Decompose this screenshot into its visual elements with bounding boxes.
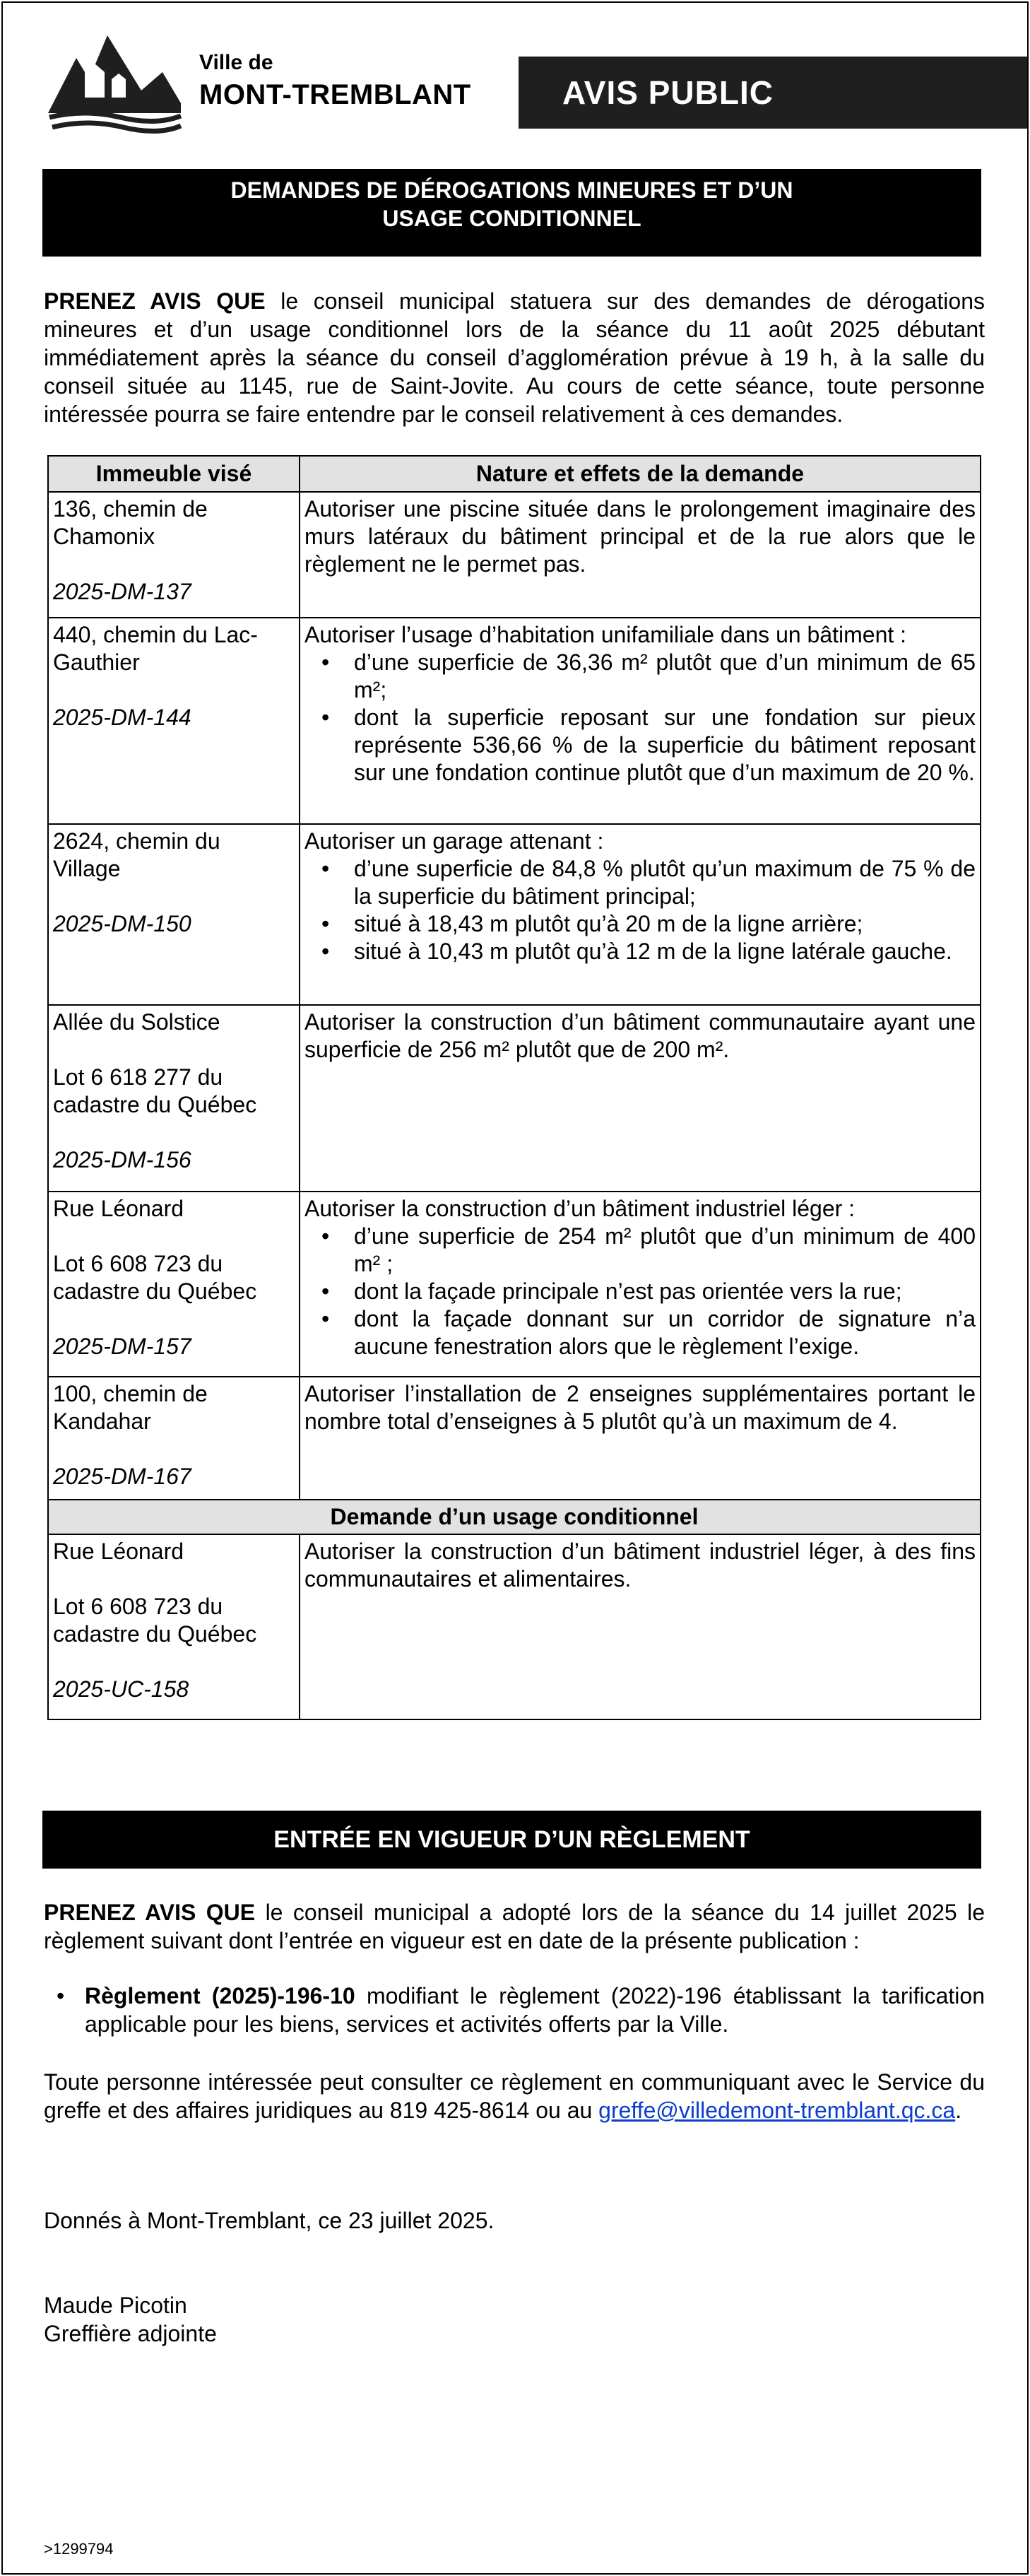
property-lot: cadastre du Québec bbox=[53, 1092, 257, 1117]
regulation-number: Règlement (2025)-196-10 bbox=[85, 1983, 355, 2009]
file-code: 2025-DM-156 bbox=[53, 1147, 191, 1172]
property-lot: Lot 6 608 723 du bbox=[53, 1594, 223, 1619]
regulation-intro bbox=[44, 1898, 985, 1955]
subhead-conditional-use: Demande d’un usage conditionnel bbox=[48, 1500, 981, 1534]
property-address: 440, chemin du Lac- bbox=[53, 622, 258, 647]
notice-intro-lead: PRENEZ AVIS QUE bbox=[44, 288, 266, 314]
section-title-reglement: ENTRÉE EN VIGUEUR D’UN RÈGLEMENT bbox=[42, 1811, 981, 1869]
file-code: 2025-DM-137 bbox=[53, 579, 191, 604]
request-lead: Autoriser un garage attenant : bbox=[304, 828, 604, 854]
public-notice-page bbox=[1, 1, 1029, 2575]
regulation-description: modifiant le règlement (2022)-196 établissant la tarification applicable pour les biens, services et activités offerts par la Ville. bbox=[85, 1983, 985, 2037]
file-code: 2025-DM-144 bbox=[53, 705, 191, 730]
bullet: • bbox=[57, 1983, 65, 2009]
file-code: 2025-DM-150 bbox=[53, 911, 191, 936]
signer-title: Greffière adjointe bbox=[44, 2321, 217, 2346]
avis-public-label: AVIS PUBLIC bbox=[562, 74, 774, 111]
consult-end: . bbox=[955, 2098, 962, 2123]
request-text: Autoriser la construction d’un bâtiment communautaire ayant une superficie de 256 m² plutôt que de 200 m². bbox=[304, 1009, 976, 1062]
reference-number: >1299794 bbox=[44, 2540, 114, 2558]
ville-de-label: Ville de bbox=[199, 51, 273, 74]
file-code: 2025-UC-158 bbox=[53, 1676, 189, 1702]
request-cell bbox=[300, 1192, 981, 1377]
property-lot: Lot 6 618 277 du bbox=[53, 1064, 223, 1090]
table-header-row bbox=[48, 456, 981, 492]
property-lot: cadastre du Québec bbox=[53, 1278, 257, 1304]
property-address: Chamonix bbox=[53, 524, 155, 549]
property-address: Village bbox=[53, 856, 121, 881]
subhead-row bbox=[48, 1500, 981, 1534]
property-lot: cadastre du Québec bbox=[53, 1621, 257, 1647]
list-item: • dont la façade principale n’est pas orientée vers la rue; bbox=[354, 1278, 976, 1305]
request-text: Autoriser l’installation de 2 enseignes supplémentaires portant le nombre total d’enseignes à 5 plutôt qu’à un maximum de 4. bbox=[304, 1381, 976, 1434]
list-item: • dont la façade donnant sur un corridor de signature n’a aucune fenestration alors que le règlement l’exige. bbox=[354, 1305, 976, 1360]
property-lot: Lot 6 608 723 du bbox=[53, 1251, 223, 1276]
table-row bbox=[48, 618, 981, 824]
regulation-text bbox=[85, 1982, 985, 2038]
col-header-nature: Nature et effets de la demande bbox=[300, 456, 981, 492]
regulation-intro-lead: PRENEZ AVIS QUE bbox=[44, 1900, 256, 1925]
regulation-intro-text: le conseil municipal a adopté lors de la séance du 14 juillet 2025 le règlement suivant dont l’entrée en vigueur est en date de la présente publication : bbox=[44, 1900, 985, 1953]
property-address: Allée du Solstice bbox=[53, 1009, 220, 1035]
request-cell bbox=[300, 492, 981, 618]
list-item: • d’une superficie de 36,36 m² plutôt que d’un minimum de 65 m²; bbox=[354, 649, 976, 704]
notice-intro-text: le conseil municipal statuera sur des demandes de dérogations mineures et d’un usage conditionnel lors de la séance du 11 août 2025 débutant immédiatement après la séance du conseil d’agglomération prévue à 19 h, à la salle du conseil située au 1145, rue de Saint-Jovite. Au cours de cette séance, toute personne intéressée pourra se faire entendre par le conseil relativement à ces demandes. bbox=[44, 288, 985, 427]
request-lead: Autoriser l’usage d’habitation unifamiliale dans un bâtiment : bbox=[304, 622, 907, 647]
property-cell bbox=[48, 824, 300, 1005]
file-code: 2025-DM-167 bbox=[53, 1464, 191, 1489]
request-cell bbox=[300, 1005, 981, 1192]
list-item: • d’une superficie de 84,8 % plutôt qu’un maximum de 75 % de la superficie du bâtiment principal; bbox=[354, 855, 976, 910]
list-item: • d’une superficie de 254 m² plutôt que d’un minimum de 400 m² ; bbox=[354, 1223, 976, 1278]
request-cell bbox=[300, 618, 981, 824]
list-item: • situé à 10,43 m plutôt qu’à 12 m de la ligne latérale gauche. bbox=[354, 938, 976, 965]
property-address: Rue Léonard bbox=[53, 1196, 184, 1221]
mont-tremblant-logo bbox=[42, 30, 184, 136]
section-title-line2: USAGE CONDITIONNEL bbox=[382, 206, 641, 231]
property-address: Rue Léonard bbox=[53, 1539, 184, 1564]
notice-intro bbox=[44, 287, 985, 428]
section-title-derogations bbox=[42, 169, 981, 257]
property-address: 2624, chemin du bbox=[53, 828, 220, 854]
request-cell bbox=[300, 824, 981, 1005]
property-address: Kandahar bbox=[53, 1408, 151, 1434]
requests-table bbox=[47, 455, 981, 1720]
email-link[interactable]: greffe@villedemont-tremblant.qc.ca bbox=[598, 2098, 956, 2123]
table-row bbox=[48, 1377, 981, 1500]
table-row bbox=[48, 1005, 981, 1192]
table-row bbox=[48, 1534, 981, 1719]
file-code: 2025-DM-157 bbox=[53, 1334, 191, 1359]
list-item: • situé à 18,43 m plutôt qu’à 20 m de la ligne arrière; bbox=[354, 910, 976, 938]
city-name: MONT-TREMBLANT bbox=[199, 79, 471, 110]
list-item: • dont la superficie reposant sur une fondation sur pieux représente 536,66 % de la superficie du bâtiment reposant sur une fondation continue plutôt que d’un maximum de 20 %. bbox=[354, 704, 976, 787]
property-address: 100, chemin de bbox=[53, 1381, 208, 1406]
header bbox=[3, 3, 1027, 144]
property-cell bbox=[48, 1005, 300, 1192]
given-at-line: Donnés à Mont-Tremblant, ce 23 juillet 2025. bbox=[44, 2208, 495, 2233]
consult-text: Toute personne intéressée peut consulter ce règlement en communiquant avec le Service du greffe et des affaires juridiques au 819 425-8614 ou au bbox=[44, 2069, 985, 2123]
consult-paragraph bbox=[44, 2068, 985, 2124]
col-header-immeuble: Immeuble visé bbox=[48, 456, 300, 492]
table-row bbox=[48, 1192, 981, 1377]
property-address: Gauthier bbox=[53, 649, 140, 675]
property-cell bbox=[48, 1192, 300, 1377]
property-cell bbox=[48, 492, 300, 618]
property-cell bbox=[48, 618, 300, 824]
request-lead: Autoriser la construction d’un bâtiment industriel léger : bbox=[304, 1196, 856, 1221]
avis-public-banner bbox=[519, 57, 1027, 129]
request-cell bbox=[300, 1377, 981, 1500]
property-cell bbox=[48, 1534, 300, 1719]
property-cell bbox=[48, 1377, 300, 1500]
table-row bbox=[48, 492, 981, 618]
table-row bbox=[48, 824, 981, 1005]
section-title-line1: DEMANDES DE DÉROGATIONS MINEURES ET D’UN bbox=[230, 177, 793, 203]
property-address: 136, chemin de bbox=[53, 496, 208, 522]
signer-name: Maude Picotin bbox=[44, 2293, 187, 2318]
request-text: Autoriser une piscine située dans le prolongement imaginaire des murs latéraux du bâtiment principal et de la rue alors que le règlement ne le permet pas. bbox=[304, 496, 976, 577]
request-cell bbox=[300, 1534, 981, 1719]
request-text: Autoriser la construction d’un bâtiment industriel léger, à des fins communautaires et alimentaires. bbox=[304, 1539, 976, 1592]
